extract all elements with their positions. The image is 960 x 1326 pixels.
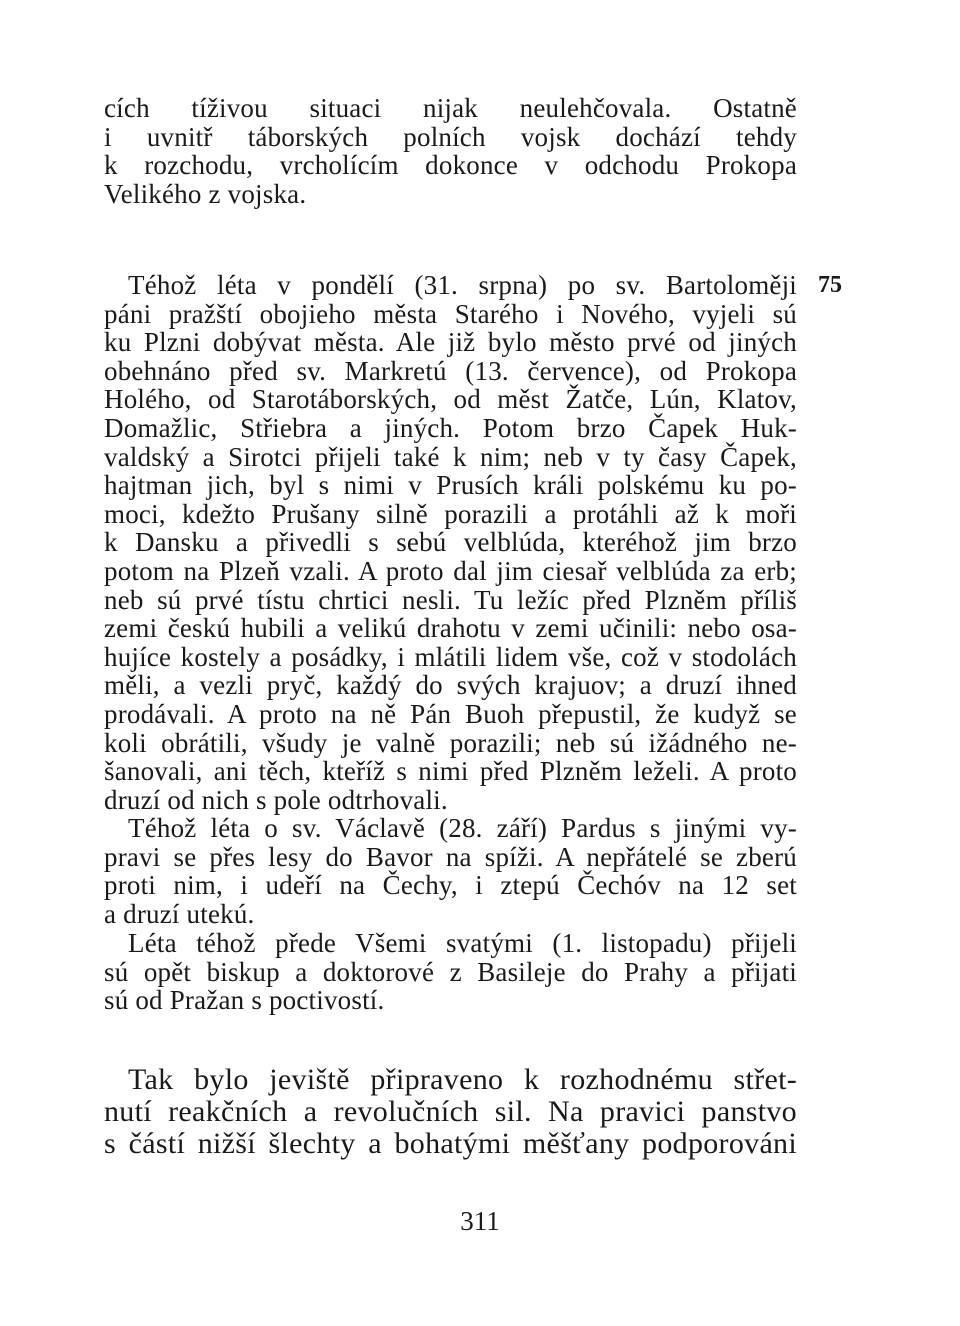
text-line: Téhož léta v pondělí (31. srpna) po sv. Bartoloměji [128, 270, 797, 300]
text-line: Domažlic, Střiebra a jiných. Potom brzo Čapek Huk- [104, 412, 797, 443]
page-number: 311 [460, 1206, 500, 1236]
text-line: nutí reakčních a revolučních sil. Na pravici panstvo [104, 1095, 797, 1128]
text-line: Velikého z vojska. [104, 178, 307, 209]
text-line: s částí nižší šlechty a bohatými měšťany podporováni [104, 1127, 797, 1160]
text-line: hajtman jich, byl s nimi v Prusích králi polskému ku po- [104, 470, 797, 501]
bottom-paragraph [104, 1064, 797, 1160]
quote-paragraph-1 [104, 271, 797, 814]
text-line: proti nim, i udeří na Čechy, i ztepú Čechóv na 12 set [104, 870, 797, 901]
text-line: sú od Pražan s poctivostí. [104, 985, 385, 1016]
margin-number: 75 [818, 272, 842, 298]
text-line: neb sú prvé tístu chrtici nesli. Tu ležíc před Plzněm příliš [104, 584, 797, 615]
text-line: k rozchodu, vrcholícím dokonce v odchodu Prokopa [104, 150, 797, 181]
text-line: obehnáno před sv. Markretú (13. července), od Prokopa [104, 355, 797, 386]
text-line: páni pražští obojieho města Starého i Nového, vyjeli sú [104, 298, 797, 329]
text-line: i uvnitř táborských polních vojsk dochází tehdy [104, 121, 797, 152]
text-line: Holého, od Starotáborských, od měst Žatče, Lún, Klatov, [104, 384, 797, 415]
text-line: Téhož léta o sv. Václavě (28. září) Pardus s jinými vy- [128, 813, 797, 843]
text-line: Tak bylo jeviště připraveno k rozhodnému střet- [128, 1063, 797, 1096]
text-line: hujíce kostely a posádky, i mlátili lidem vše, což v stodolách [104, 641, 797, 672]
text-line: cích tíživou situaci nijak neulehčovala. Ostatně [104, 93, 797, 123]
text-line: potom na Plzeň vzali. A proto dal jim ciesař velblúda za erb; [104, 555, 797, 586]
text-line: k Dansku a přivedli s sebú velblúda, kteréhož jim brzo [104, 527, 797, 558]
text-line: druzí od nich s pole odtrhovali. [104, 784, 448, 815]
text-line: pravi se přes lesy do Bavor na spíži. A nepřátelé se zberú [104, 841, 797, 872]
text-line: a druzí utekú. [104, 898, 255, 929]
text-line: prodávali. A proto na ně Pán Buoh přepustil, že kudyž se [104, 698, 797, 729]
text-line: ku Plzni dobývat města. Ale již bylo město prvé od jiných [104, 327, 797, 358]
text-line: sú opět biskup a doktorové z Basileje do Prahy a přijati [104, 956, 797, 987]
text-line: koli obrátili, všudy je valně porazili; neb sú ižádného ne- [104, 727, 797, 758]
quote-paragraph-2 [104, 814, 797, 928]
text-line: moci, kdežto Prušany silně porazili a protáhli až k moři [104, 498, 797, 529]
text-line: šanovali, ani těch, kteříž s nimi před Plzněm leželi. A proto [104, 756, 797, 787]
top-paragraph [104, 94, 797, 208]
text-line: valdský a Sirotci přijeli také k nim; neb v ty časy Čapek, [104, 441, 797, 472]
text-line: zemi českú hubili a velikú drahotu v zemi učinili: nebo osa- [104, 613, 797, 644]
text-line: měli, a vezli pryč, každý do svých krajuov; a druzí ihned [104, 670, 797, 701]
quote-paragraph-3 [104, 929, 797, 1015]
text-line: Léta téhož přede Všemi svatými (1. listopadu) přijeli [128, 928, 797, 958]
